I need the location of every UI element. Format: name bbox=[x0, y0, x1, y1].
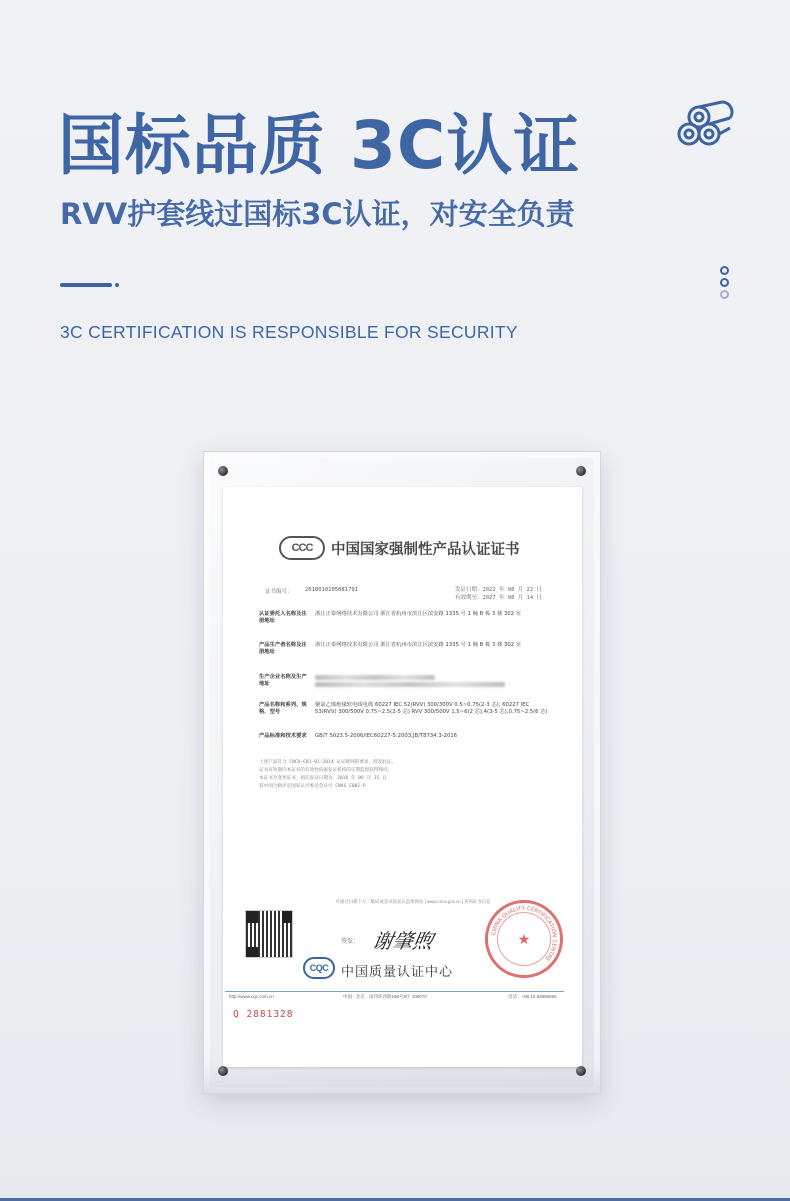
accent-divider bbox=[60, 283, 112, 287]
official-seal bbox=[485, 900, 563, 978]
field-row bbox=[259, 702, 549, 732]
decorative-dots bbox=[719, 266, 731, 302]
subtitle: RVV护套线过国标3C认证，对安全负责 bbox=[60, 197, 575, 231]
field-value: 浙江正泰网络技术有限公司 浙江省杭州市滨江区滨安路 1335 号 1 幢 B 栋 3 楼 302 室 bbox=[315, 611, 522, 617]
issue-date: 发证日期：2022 年 08 月 22 日 bbox=[454, 587, 542, 593]
certificate-document bbox=[223, 487, 582, 1067]
screw-icon bbox=[576, 466, 586, 476]
accent-dot bbox=[115, 283, 119, 287]
headline: 国标品质 3C认证 bbox=[58, 107, 581, 184]
redacted-text bbox=[315, 675, 435, 680]
issuer-website: http://www.cqc.com.cn bbox=[229, 994, 274, 999]
screw-icon bbox=[576, 1066, 586, 1076]
field-row bbox=[259, 674, 549, 696]
field-row bbox=[259, 642, 549, 664]
cert-number-label: 证书编号： bbox=[265, 589, 293, 595]
screw-icon bbox=[218, 466, 228, 476]
field-value: GB/T 5023.5-2006/IEC60227-5:2003;JB/T8734.3-2016 bbox=[315, 733, 458, 739]
verification-note: 可通过扫描下方二维码或登录国家认监委网站 | www.cnca.gov.cn | 查询证书信息 bbox=[335, 899, 491, 904]
note-line: 本证书为变更证书，初次发证日期为：2018 年 06 月 15 日 bbox=[259, 776, 387, 781]
certificate-header bbox=[279, 535, 520, 561]
note-line: 获中国合格评定国家认可委员会认可 CNAS C001-P bbox=[259, 784, 366, 789]
field-label: 产品标准和技术要求 bbox=[259, 733, 307, 739]
valid-date: 有效期至：2027 年 08 月 14 日 bbox=[454, 595, 542, 601]
screw-icon bbox=[218, 1066, 228, 1076]
dot-icon bbox=[720, 266, 729, 275]
qr-code bbox=[245, 910, 293, 958]
signature: 谢肇煦 bbox=[370, 929, 435, 953]
issuer-phone: 电话：+86 10 83886666 bbox=[508, 994, 557, 999]
signature-label: 签发： bbox=[341, 939, 360, 945]
certificate-title: 中国国家强制性产品认证证书 bbox=[331, 541, 520, 558]
field-label: 产品生产者名称及注册地址 bbox=[259, 642, 307, 655]
field-label: 生产企业名称及生产地址 bbox=[259, 674, 307, 687]
dot-icon bbox=[720, 290, 729, 299]
issuer-name: 中国质量认证中心 bbox=[341, 965, 454, 980]
dot-icon bbox=[720, 278, 729, 287]
redacted-text bbox=[315, 682, 505, 687]
field-label: 产品名称和系列、规格、型号 bbox=[259, 702, 307, 715]
field-label: 认证委托人名称及注册地址 bbox=[259, 611, 307, 624]
field-value: 聚氯乙烯绝缘软电线电缆 60227 IEC 52(RVV) 300/300V 0.5~0.75(2-3 芯); 60227 IEC 53(RVV) 300/500V 0.75~2.5(2-5 芯) RVV 300/500V 1.5~6(2 芯),4(3-5 芯),0.75~2.5(6 芯) bbox=[315, 702, 548, 715]
serial-number: Q 2881328 bbox=[233, 1009, 294, 1020]
cqc-logo: CQC bbox=[303, 957, 335, 979]
cable-bundle-icon bbox=[676, 98, 734, 150]
star-icon: ★ bbox=[517, 930, 531, 947]
cert-dates bbox=[455, 586, 542, 602]
field-row bbox=[259, 611, 549, 633]
field-value: 浙江正泰网络技术有限公司 浙江省杭州市滨江区滨安路 1335 号 1 幢 B 栋 3 楼 302 室 bbox=[315, 642, 522, 648]
blurred-value bbox=[315, 674, 551, 689]
ccc-logo: CCC bbox=[279, 536, 325, 560]
field-row bbox=[259, 733, 549, 751]
note-line: 证书有效期内本证书的有效性依据发证机构的定期监督获得保持。 bbox=[259, 768, 393, 773]
seal-text: CHINA QUALITY CERTIFICATION CENTRE bbox=[491, 905, 558, 962]
note-line: 上述产品符合 CNCA-C01-01:2014 认证规则的要求，特发此证。 bbox=[259, 760, 397, 765]
english-caption: 3C CERTIFICATION IS RESPONSIBLE FOR SECURITY bbox=[60, 322, 518, 342]
footer-rule bbox=[225, 991, 564, 992]
issuer-address: 中国 · 北京 · 南四环西路188号9区 100070 bbox=[343, 994, 427, 999]
certificate-notes bbox=[259, 759, 549, 791]
cert-number: 2018010105081791 bbox=[305, 587, 358, 593]
